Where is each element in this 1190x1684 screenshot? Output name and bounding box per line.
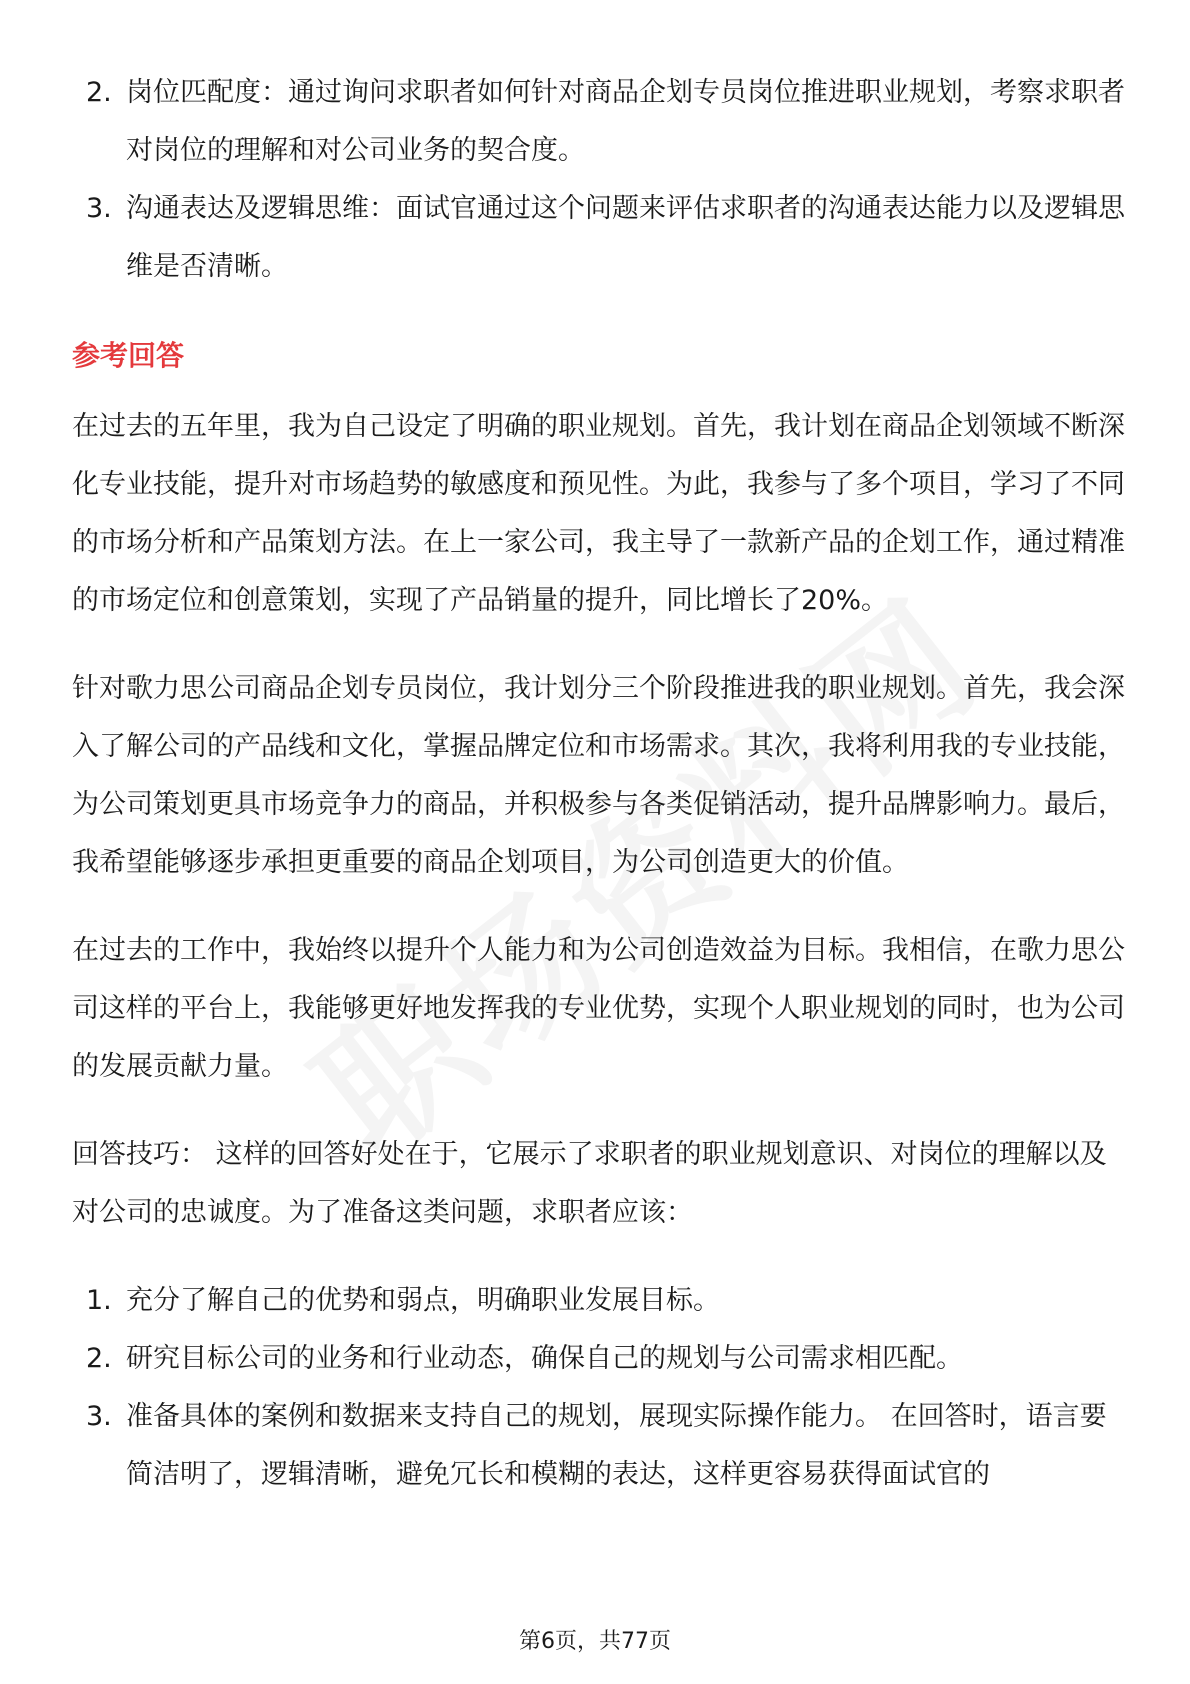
- list-item: [72, 180, 1132, 296]
- list-number: 3.: [86, 193, 112, 224]
- section-heading: 参考回答: [72, 339, 185, 372]
- answer-paragraph: 在过去的工作中，我始终以提升个人能力和为公司创造效益为目标。我相信，在歌力思公司这样的平台上，我能够更好地发挥我的专业优势，实现个人职业规划的同时，也为公司的发展贡献力量。: [72, 935, 1125, 1082]
- list-item: [72, 1388, 1132, 1504]
- document-page: [72, 64, 1132, 1504]
- list-item: [72, 64, 1132, 180]
- list-number: 1.: [86, 1285, 112, 1316]
- tips-intro-paragraph: 回答技巧： 这样的回答好处在于，它展示了求职者的职业规划意识、对岗位的理解以及对公司的忠诚度。为了准备这类问题，求职者应该：: [72, 1139, 1107, 1228]
- list-item: [72, 1272, 1132, 1330]
- list-number: 2.: [86, 1343, 112, 1374]
- list-text: 准备具体的案例和数据来支持自己的规划，展现实际操作能力。 在回答时，语言要简洁明了，逻辑清晰，避免冗长和模糊的表达，这样更容易获得面试官的: [126, 1401, 1107, 1490]
- answer-paragraph: 针对歌力思公司商品企划专员岗位，我计划分三个阶段推进我的职业规划。首先，我会深入了解公司的产品线和文化，掌握品牌定位和市场需求。其次，我将利用我的专业技能，为公司策划更具市场竞争力的商品，并积极参与各类促销活动，提升品牌影响力。最后，我希望能够逐步承担更重要的商品企划项目，为公司创造更大的价值。: [72, 673, 1125, 878]
- tips-list: [72, 1272, 1132, 1504]
- list-number: 3.: [86, 1401, 112, 1432]
- list-text: 充分了解自己的优势和弱点，明确职业发展目标。: [126, 1285, 720, 1316]
- list-text: 沟通表达及逻辑思维：面试官通过这个问题来评估求职者的沟通表达能力以及逻辑思维是否清晰。: [126, 193, 1125, 282]
- answer-paragraph: 在过去的五年里，我为自己设定了明确的职业规划。首先，我计划在商品企划领域不断深化专业技能，提升对市场趋势的敏感度和预见性。为此，我参与了多个项目，学习了不同的市场分析和产品策划方法。在上一家公司，我主导了一款新产品的企划工作，通过精准的市场定位和创意策划，实现了产品销量的提升，同比增长了20%。: [72, 411, 1125, 616]
- list-item: [72, 1330, 1132, 1388]
- page-footer: 第6页，共77页: [519, 1629, 671, 1654]
- list-text: 岗位匹配度：通过询问求职者如何针对商品企划专员岗位推进职业规划，考察求职者对岗位的理解和对公司业务的契合度。: [126, 77, 1125, 166]
- evaluation-points-list: [72, 64, 1132, 296]
- list-number: 2.: [86, 77, 112, 108]
- list-text: 研究目标公司的业务和行业动态，确保自己的规划与公司需求相匹配。: [126, 1343, 963, 1374]
